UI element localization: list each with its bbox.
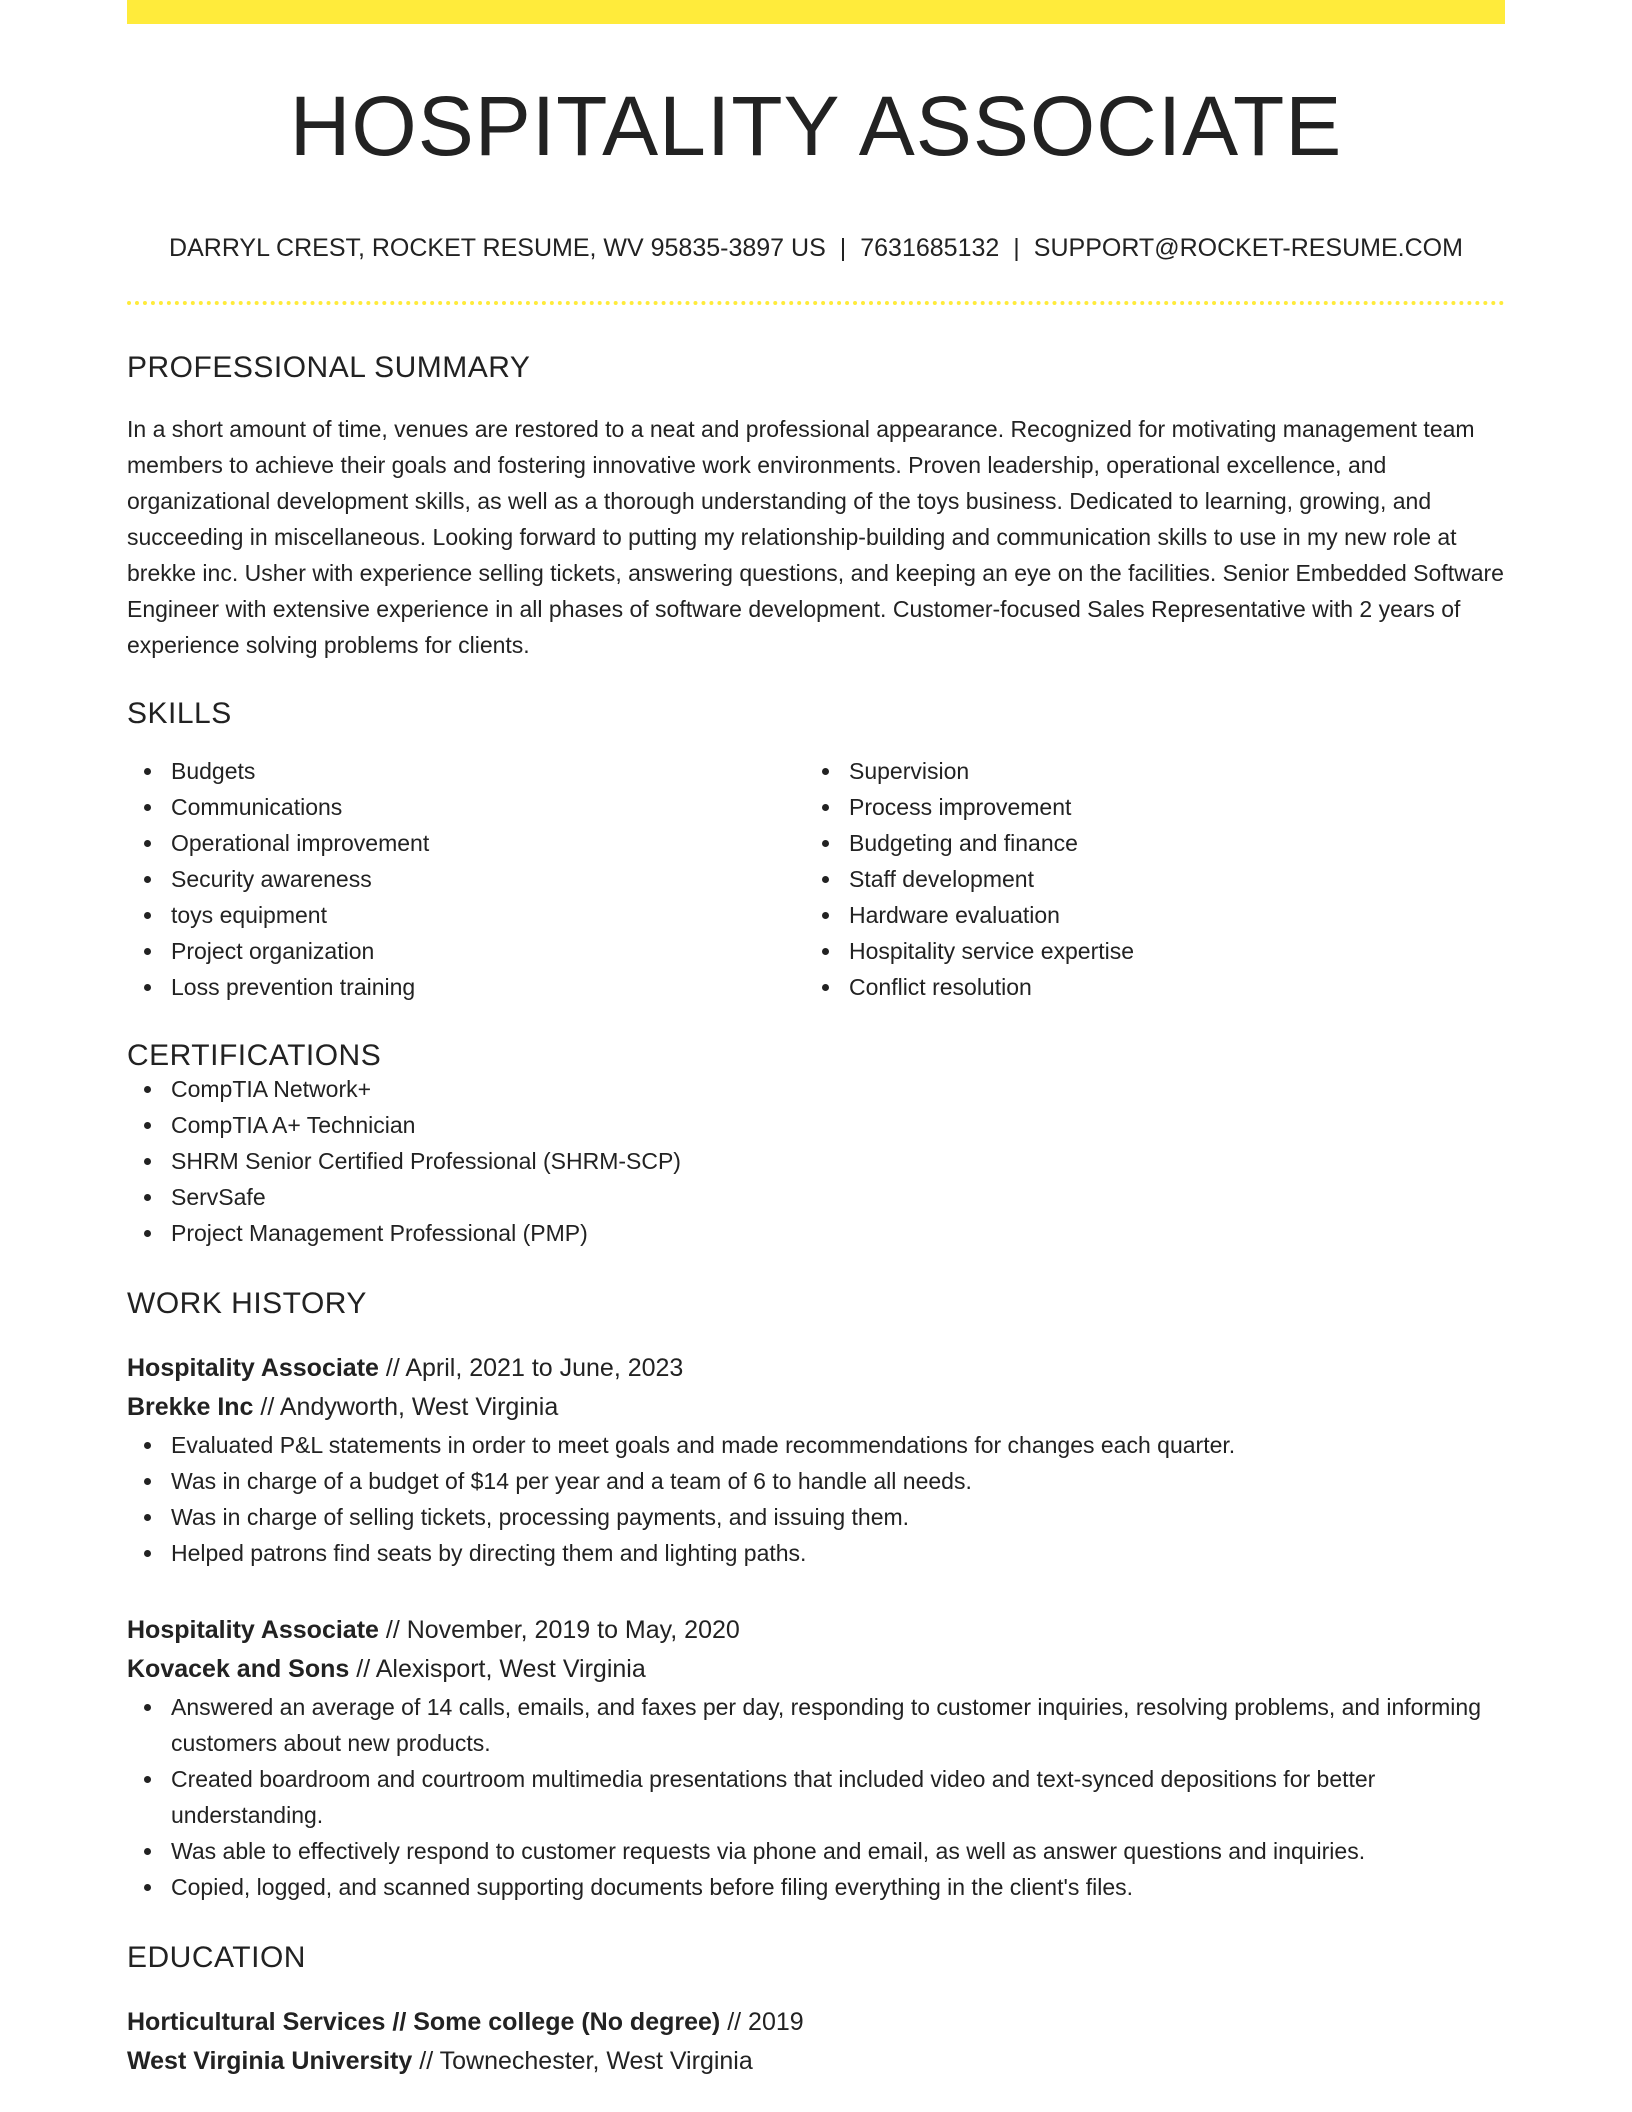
skill-item: Staff development <box>805 861 1483 897</box>
skill-item: Communications <box>127 789 805 825</box>
skill-item: Budgeting and finance <box>805 825 1483 861</box>
skill-item: Operational improvement <box>127 825 805 861</box>
skill-item: Conflict resolution <box>805 969 1483 1005</box>
job-title-line <box>127 1349 1505 1388</box>
certification-item: Project Management Professional (PMP) <box>127 1215 1505 1251</box>
job-duty: Was in charge of a budget of $14 per year and a team of 6 to handle all needs. <box>127 1463 1505 1499</box>
certifications-heading: CERTIFICATIONS <box>127 1039 382 1072</box>
skills-columns <box>127 753 1505 1005</box>
contact-separator: | <box>839 234 847 262</box>
job-company: Brekke Inc <box>127 1393 254 1421</box>
certification-item: CompTIA A+ Technician <box>127 1107 1505 1143</box>
skill-item: Process improvement <box>805 789 1483 825</box>
top-accent-bar <box>127 0 1505 24</box>
skills-column-left <box>127 753 805 1005</box>
job-duty: Answered an average of 14 calls, emails, and faxes per day, responding to customer inquiries, resolving problems, and informing customers about new products. <box>127 1689 1505 1761</box>
summary-text: In a short amount of time, venues are restored to a neat and professional appearance. Recognized for motivating management team members to achieve their goals and fostering innovative work environments. Proven leadership, operational excellence, and organizational development skills, as well as a thorough understanding of the toys business. Dedicated to learning, growing, and succeeding in miscellaneous. Looking forward to putting my relationship-building and communication skills to use in my new role at brekke inc. Usher with experience selling tickets, answering questions, and keeping an eye on the facilities. Senior Embedded Software Engineer with extensive experience in all phases of software development. Customer-focused Sales Representative with 2 years of experience solving problems for clients. <box>127 416 1504 658</box>
education-school: West Virginia University <box>127 2047 413 2075</box>
job-duty: Copied, logged, and scanned supporting documents before filing everything in the client's files. <box>127 1869 1505 1905</box>
job-location: // Andyworth, West Virginia <box>260 1393 559 1421</box>
certification-item: ServSafe <box>127 1179 1505 1215</box>
job-title-line <box>127 1611 1505 1650</box>
job-location: // Alexisport, West Virginia <box>356 1655 646 1683</box>
job-duty: Created boardroom and courtroom multimedia presentations that included video and text-synced depositions for better understanding. <box>127 1761 1505 1833</box>
resume-title: HOSPITALITY ASSOCIATE <box>289 79 1343 173</box>
job-entry <box>127 1349 1505 1571</box>
skills-list-right <box>805 753 1483 1005</box>
job-company-line <box>127 1388 1505 1427</box>
contact-line <box>127 236 1505 261</box>
skills-column-right <box>805 753 1483 1005</box>
skills-list-left <box>127 753 805 1005</box>
skill-item: Loss prevention training <box>127 969 805 1005</box>
education-school-line <box>127 2042 1505 2081</box>
job-duty: Evaluated P&L statements in order to meet goals and made recommendations for changes each quarter. <box>127 1427 1505 1463</box>
job-duties-list <box>127 1427 1505 1571</box>
education-heading: EDUCATION <box>127 1941 306 1974</box>
skill-item: Security awareness <box>127 861 805 897</box>
skill-item: Supervision <box>805 753 1483 789</box>
certifications-list <box>127 1071 1505 1251</box>
job-dates: // November, 2019 to May, 2020 <box>385 1616 740 1644</box>
contact-phone: 7631685132 <box>860 234 1000 262</box>
contact-email: SUPPORT@ROCKET-RESUME.COM <box>1033 234 1463 262</box>
certification-item: CompTIA Network+ <box>127 1071 1505 1107</box>
skill-item: toys equipment <box>127 897 805 933</box>
job-duty: Was in charge of selling tickets, processing payments, and issuing them. <box>127 1499 1505 1535</box>
job-company: Kovacek and Sons <box>127 1655 350 1683</box>
header-divider <box>127 301 1505 305</box>
resume-page <box>127 0 1505 2081</box>
contact-separator: | <box>1013 234 1020 262</box>
education-year: // 2019 <box>727 2008 804 2036</box>
job-title: Hospitality Associate <box>127 1616 379 1644</box>
job-dates: // April, 2021 to June, 2023 <box>385 1354 684 1382</box>
skills-heading: SKILLS <box>127 697 232 730</box>
job-duties-list <box>127 1689 1505 1905</box>
job-duty: Was able to effectively respond to customer requests via phone and email, as well as answer questions and inquiries. <box>127 1833 1505 1869</box>
job-entry <box>127 1611 1505 1905</box>
education-degree: Horticultural Services // Some college (No degree) <box>127 2008 721 2036</box>
skill-item: Hospitality service expertise <box>805 933 1483 969</box>
education-entry <box>127 2003 1505 2081</box>
contact-address: DARRYL CREST, ROCKET RESUME, WV 95835-3897 US <box>169 234 826 262</box>
skill-item: Hardware evaluation <box>805 897 1483 933</box>
education-degree-line <box>127 2003 1505 2042</box>
skill-item: Budgets <box>127 753 805 789</box>
job-company-line <box>127 1650 1505 1689</box>
work-history-heading: WORK HISTORY <box>127 1287 367 1320</box>
education-location: // Townechester, West Virginia <box>419 2047 753 2075</box>
certification-item: SHRM Senior Certified Professional (SHRM-SCP) <box>127 1143 1505 1179</box>
job-duty: Helped patrons find seats by directing them and lighting paths. <box>127 1535 1505 1571</box>
summary-heading: PROFESSIONAL SUMMARY <box>127 351 531 384</box>
job-title: Hospitality Associate <box>127 1354 379 1382</box>
skill-item: Project organization <box>127 933 805 969</box>
